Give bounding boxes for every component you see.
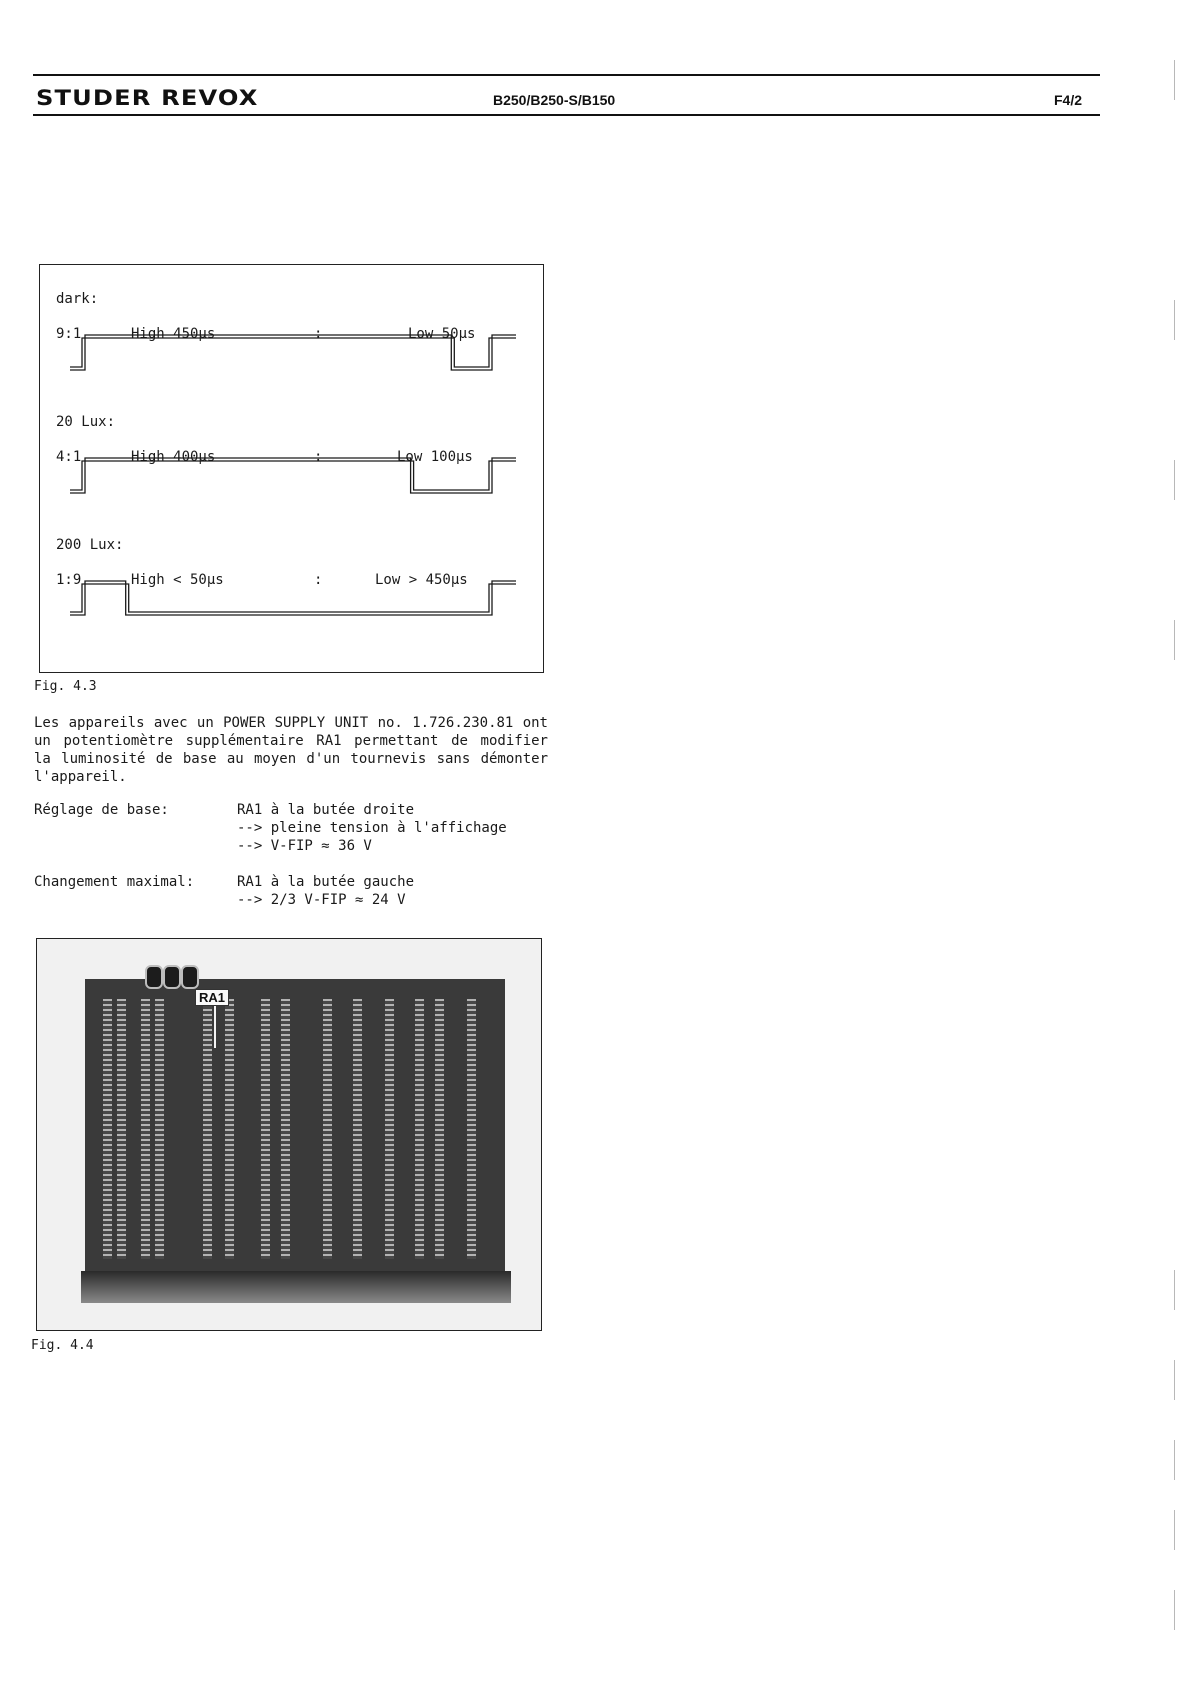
setting-line-max-2: --> 2/3 V-FIP ≈ 24 V xyxy=(237,892,406,908)
pulse-waveform-0-trace-outer xyxy=(70,335,516,370)
high-label-200lux: High < 50µs xyxy=(131,572,224,588)
section-title-dark: dark: xyxy=(56,291,99,307)
body-paragraph: Les appareils avec un POWER SUPPLY UNIT no. 1.726.230.81 ont un potentiomètre supplémentaire RA1 permettant de modifier la luminosité de base au moyen d'un tournevis sans démonter l'appareil. xyxy=(34,715,548,785)
ratio-20lux: 4:1 xyxy=(56,449,82,465)
figure-4-4-caption: Fig. 4.4 xyxy=(31,1338,94,1353)
low-label-20lux: Low 100µs xyxy=(397,449,473,465)
connector-icon xyxy=(163,965,181,989)
brand-logo: STUDER REVOX xyxy=(36,86,259,110)
pulse-waveform-1-trace-inner xyxy=(70,461,516,490)
model-number: B250/B250-S/B150 xyxy=(493,92,616,108)
circuit-board xyxy=(85,979,505,1294)
page-number: F4/2 xyxy=(1054,92,1083,108)
section-title-20lux: 20 Lux: xyxy=(56,414,116,430)
figure-4-4-board-photo xyxy=(36,938,542,1331)
pulse-waveform-2-trace-outer xyxy=(70,581,516,615)
pulse-waveforms xyxy=(40,265,543,672)
section-title-200lux: 200 Lux: xyxy=(56,537,124,553)
scan-edge-mark xyxy=(1174,620,1175,660)
header-rule-top xyxy=(33,74,1100,76)
connector-icon xyxy=(145,965,163,989)
scan-edge-mark xyxy=(1174,1360,1175,1400)
ra1-leader-line xyxy=(214,1006,216,1048)
ratio-200lux: 1:9 xyxy=(56,572,82,588)
figure-4-3-caption: Fig. 4.3 xyxy=(34,679,97,694)
header-rule-bottom xyxy=(33,114,1100,116)
setting-line-base-1: RA1 à la butée droite xyxy=(237,802,415,818)
ra1-callout-label: RA1 xyxy=(195,989,229,1006)
low-label-200lux: Low > 450µs xyxy=(375,572,468,588)
figure-4-3-pulse-diagram xyxy=(39,264,544,673)
scan-edge-mark xyxy=(1174,1270,1175,1310)
setting-line-max-1: RA1 à la butée gauche xyxy=(237,874,415,890)
setting-label-base: Réglage de base: xyxy=(34,802,169,818)
high-label-dark: High 450µs xyxy=(131,326,216,342)
setting-label-max: Changement maximal: xyxy=(34,874,195,890)
board-chassis-edge xyxy=(81,1271,511,1303)
high-label-20lux: High 400µs xyxy=(131,449,216,465)
scan-edge-mark xyxy=(1174,1510,1175,1550)
separator-dark: : xyxy=(314,326,323,342)
scan-edge-mark xyxy=(1174,460,1175,500)
pulse-waveform-1-trace-outer xyxy=(70,458,516,493)
scan-edge-mark xyxy=(1174,60,1175,100)
low-label-dark: Low 50µs xyxy=(408,326,476,342)
setting-line-base-2: --> pleine tension à l'affichage xyxy=(237,820,507,836)
scan-edge-mark xyxy=(1174,300,1175,340)
pulse-waveform-2-trace-inner xyxy=(70,584,516,612)
separator-200lux: : xyxy=(314,572,323,588)
pulse-waveform-0-trace-inner xyxy=(70,338,516,367)
ratio-dark: 9:1 xyxy=(56,326,82,342)
scan-edge-mark xyxy=(1174,1590,1175,1630)
setting-line-base-3: --> V-FIP ≈ 36 V xyxy=(237,838,372,854)
scan-edge-mark xyxy=(1174,1440,1175,1480)
separator-20lux: : xyxy=(314,449,323,465)
connector-icon xyxy=(181,965,199,989)
